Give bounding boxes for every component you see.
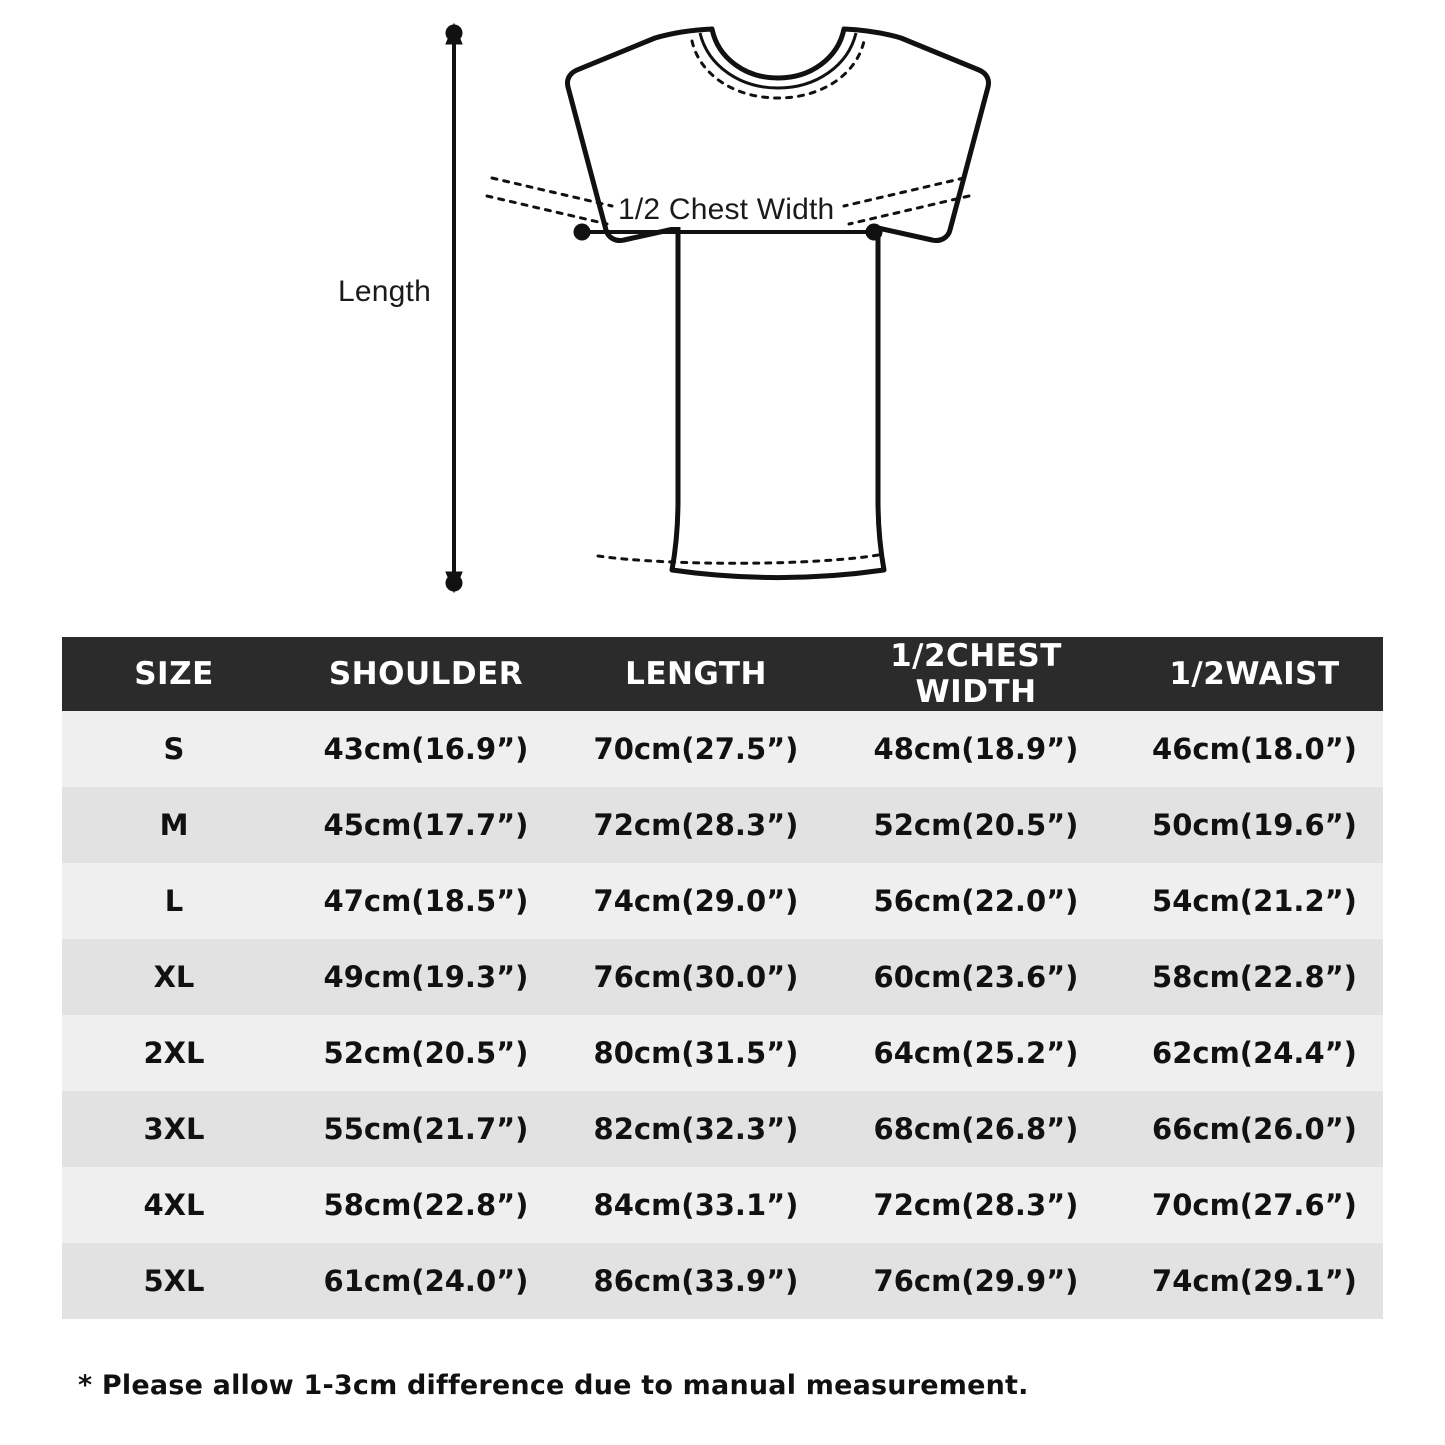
cell-size: 5XL [62, 1243, 286, 1319]
column-header-length: LENGTH [566, 637, 826, 711]
cell-waist: 62cm(24.4”) [1126, 1015, 1383, 1091]
cell-size: 4XL [62, 1167, 286, 1243]
length-measure-arrow [446, 24, 462, 592]
cell-size: 3XL [62, 1091, 286, 1167]
cell-waist: 54cm(21.2”) [1126, 863, 1383, 939]
tshirt-illustration [0, 0, 1445, 615]
column-header-chest: 1/2CHEST WIDTH [826, 637, 1126, 711]
cell-shoulder: 45cm(17.7”) [286, 787, 566, 863]
tshirt-outline [567, 29, 988, 578]
cell-waist: 50cm(19.6”) [1126, 787, 1383, 863]
cell-length: 86cm(33.9”) [566, 1243, 826, 1319]
table-row [62, 1015, 1383, 1091]
cell-chest: 72cm(28.3”) [826, 1167, 1126, 1243]
cell-chest: 68cm(26.8”) [826, 1091, 1126, 1167]
cell-chest: 64cm(25.2”) [826, 1015, 1126, 1091]
cell-waist: 66cm(26.0”) [1126, 1091, 1383, 1167]
cell-chest: 76cm(29.9”) [826, 1243, 1126, 1319]
cell-size: M [62, 787, 286, 863]
cell-shoulder: 49cm(19.3”) [286, 939, 566, 1015]
measurement-footnote: * Please allow 1-3cm difference due to manual measurement. [78, 1370, 1029, 1401]
cell-waist: 58cm(22.8”) [1126, 939, 1383, 1015]
cell-shoulder: 52cm(20.5”) [286, 1015, 566, 1091]
cell-shoulder: 47cm(18.5”) [286, 863, 566, 939]
table-row [62, 787, 1383, 863]
cell-chest: 60cm(23.6”) [826, 939, 1126, 1015]
cell-length: 84cm(33.1”) [566, 1167, 826, 1243]
cell-size: S [62, 711, 286, 787]
table-row [62, 1167, 1383, 1243]
cell-length: 82cm(32.3”) [566, 1091, 826, 1167]
size-table [62, 637, 1383, 1319]
table-row [62, 711, 1383, 787]
cell-waist: 74cm(29.1”) [1126, 1243, 1383, 1319]
cell-chest: 52cm(20.5”) [826, 787, 1126, 863]
table-row [62, 939, 1383, 1015]
table-row [62, 863, 1383, 939]
cell-shoulder: 43cm(16.9”) [286, 711, 566, 787]
cell-size: 2XL [62, 1015, 286, 1091]
cell-waist: 46cm(18.0”) [1126, 711, 1383, 787]
table-row [62, 1243, 1383, 1319]
cell-size: L [62, 863, 286, 939]
cell-chest: 48cm(18.9”) [826, 711, 1126, 787]
cell-shoulder: 58cm(22.8”) [286, 1167, 566, 1243]
column-header-waist: 1/2WAIST [1126, 637, 1383, 711]
size-table-wrapper [62, 637, 1383, 1319]
cell-waist: 70cm(27.6”) [1126, 1167, 1383, 1243]
cell-shoulder: 61cm(24.0”) [286, 1243, 566, 1319]
cell-shoulder: 55cm(21.7”) [286, 1091, 566, 1167]
cell-length: 80cm(31.5”) [566, 1015, 826, 1091]
cell-length: 74cm(29.0”) [566, 863, 826, 939]
cell-chest: 56cm(22.0”) [826, 863, 1126, 939]
cell-length: 72cm(28.3”) [566, 787, 826, 863]
column-header-shoulder: SHOULDER [286, 637, 566, 711]
length-label: Length [338, 275, 431, 308]
column-header-size: SIZE [62, 637, 286, 711]
cell-length: 76cm(30.0”) [566, 939, 826, 1015]
cell-length: 70cm(27.5”) [566, 711, 826, 787]
table-header-row [62, 637, 1383, 711]
garment-diagram [0, 0, 1445, 615]
cell-size: XL [62, 939, 286, 1015]
table-row [62, 1091, 1383, 1167]
chest-width-label: 1/2 Chest Width [614, 193, 838, 227]
